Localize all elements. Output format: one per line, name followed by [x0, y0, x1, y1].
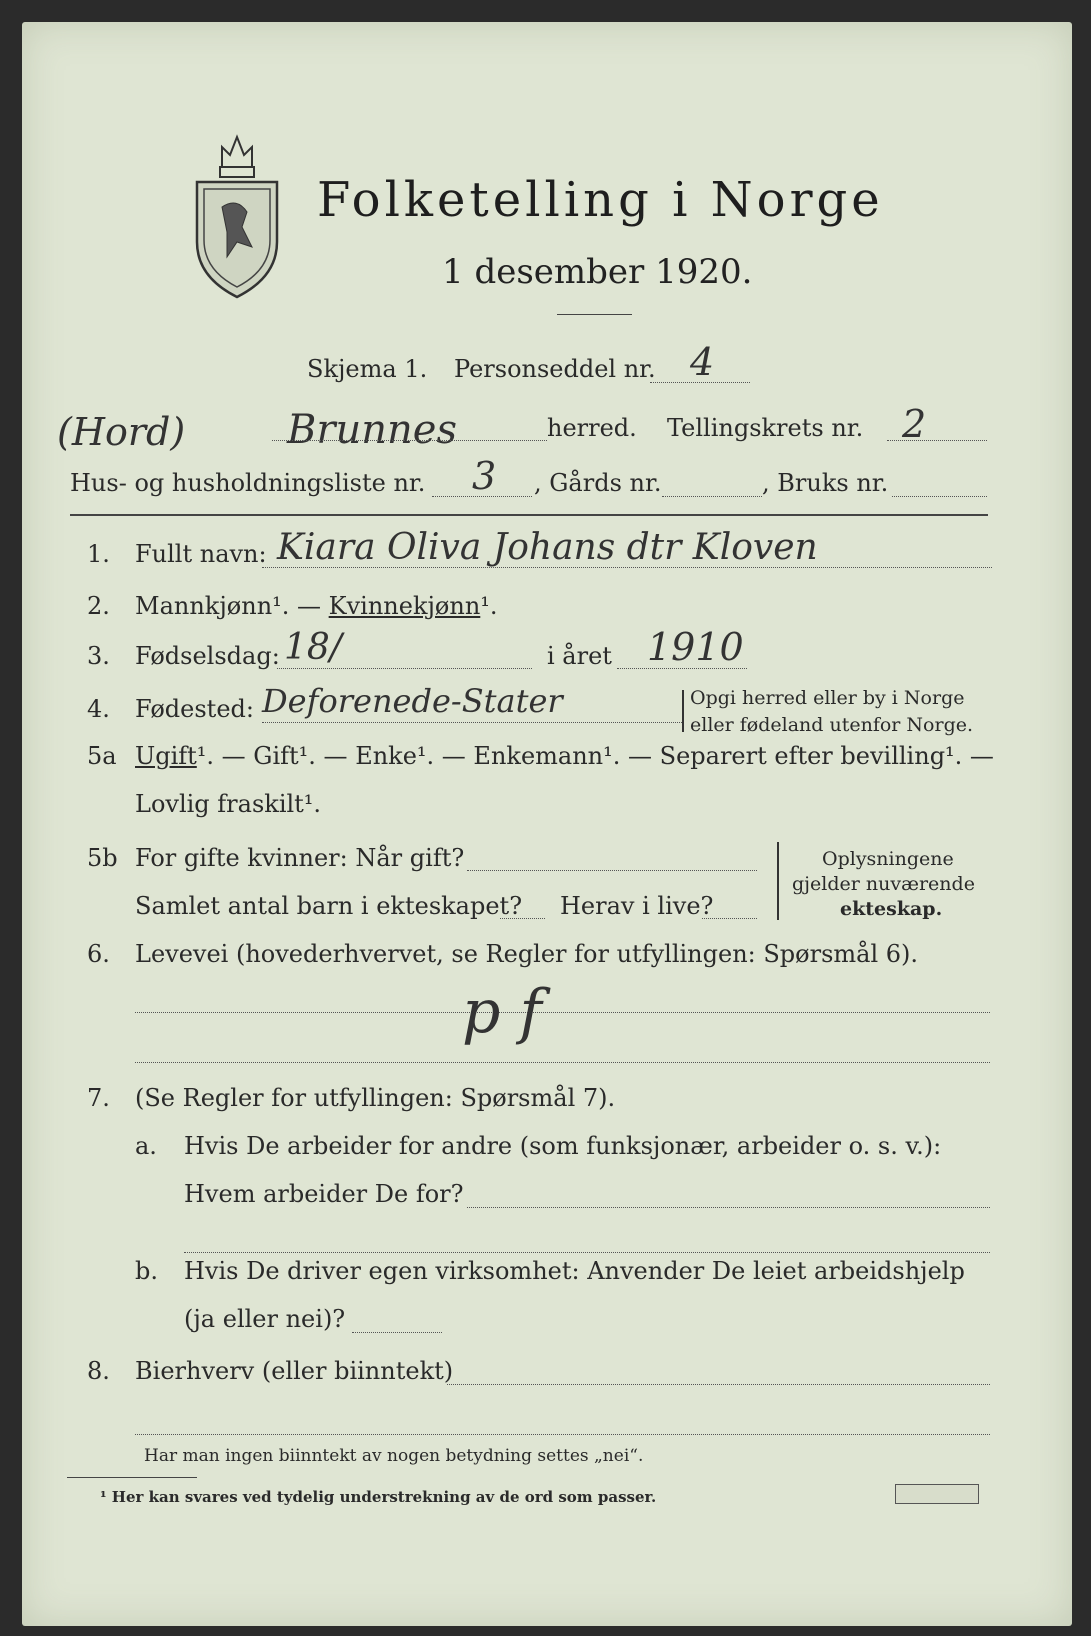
q5b-label-3: Herav i live?	[560, 892, 714, 920]
q5a-status: Ugift¹. — Gift¹. — Enke¹. — Enkemann¹. — Separert efter bevilling¹. —	[135, 742, 994, 770]
q5a-number: 5a	[87, 742, 117, 770]
full-name-value[interactable]: Kiara Oliva Johans dtr Kloven	[277, 527, 818, 568]
bruks-label: , Bruks nr.	[762, 469, 889, 497]
region-value[interactable]: (Hord)	[57, 410, 186, 454]
q7-number: 7.	[87, 1084, 110, 1112]
no-income-note: Har man ingen biinntekt av nogen betydning settes „nei“.	[144, 1446, 644, 1466]
birth-year-value[interactable]: 1910	[647, 625, 744, 669]
q6-label: Levevei (hovederhvervet, se Regler for utfyllingen: Spørsmål 6).	[135, 940, 919, 968]
q5b-note: Oplysningene	[822, 848, 954, 870]
q7b-label: Hvis De driver egen virksomhet: Anvender De leiet arbeidshjelp	[184, 1257, 965, 1285]
q6-number: 6.	[87, 940, 110, 968]
secondary-income-field[interactable]	[447, 1384, 990, 1385]
tellingskrets-label: Tellingskrets nr.	[667, 414, 864, 442]
q4-note-2: eller fødeland utenfor Norge.	[690, 714, 974, 736]
title-divider	[557, 314, 632, 315]
q3-label: Fødselsdag:	[135, 642, 280, 670]
q7a-number: a.	[135, 1132, 157, 1160]
q4-note: Opgi herred eller by i Norge	[690, 687, 965, 709]
q1-label: Fullt navn:	[135, 540, 267, 568]
hus-label: Hus- og husholdningsliste nr.	[70, 469, 426, 497]
q5b-label-2: Samlet antal barn i ekteskapet?	[135, 892, 523, 920]
q4-number: 4.	[87, 695, 110, 723]
q8-number: 8.	[87, 1357, 110, 1385]
q7b-label-2: (ja eller nei)?	[184, 1305, 346, 1333]
hus-value[interactable]: 3	[472, 454, 497, 498]
q8-label: Bierhverv (eller biinntekt)	[135, 1357, 454, 1385]
hired-help-field[interactable]	[352, 1332, 442, 1333]
q5b-number: 5b	[87, 844, 118, 872]
q2-sex: Mannkjønn¹. — Kvinnekjønn¹.	[135, 592, 498, 620]
q5b-note-3: ekteskap.	[840, 898, 943, 920]
skjema-label: Skjema 1.	[307, 355, 428, 383]
q5a-line2: Lovlig fraskilt¹.	[135, 790, 322, 818]
q7-label: (Se Regler for utfyllingen: Spørsmål 7).	[135, 1084, 616, 1112]
tellingskrets-value[interactable]: 2	[902, 402, 927, 446]
employer-field[interactable]	[467, 1207, 990, 1208]
footnote: ¹ Her kan svares ved tydelig understrekning av de ord som passer.	[100, 1488, 657, 1506]
printer-stamp	[895, 1484, 979, 1504]
ugift-selected[interactable]: Ugift	[135, 742, 197, 770]
kvinnekjonn-selected[interactable]: Kvinnekjønn	[328, 592, 481, 620]
coat-of-arms-icon	[192, 127, 282, 302]
q1-number: 1.	[87, 540, 110, 568]
q3-number: 3.	[87, 642, 110, 670]
q2-number: 2.	[87, 592, 110, 620]
form-date: 1 desember 1920.	[442, 252, 753, 292]
q7b-number: b.	[135, 1257, 158, 1285]
q5b-label: For gifte kvinner: Når gift?	[135, 844, 465, 872]
census-form	[22, 22, 1072, 1626]
birthplace-value[interactable]: Deforenede-Stater	[262, 682, 563, 720]
occupation-value[interactable]: p f	[462, 977, 542, 1047]
herred-label: herred.	[547, 414, 637, 442]
birthday-value[interactable]: 18/	[284, 627, 342, 668]
q7a-label: Hvis De arbeider for andre (som funksjonær, arbeider o. s. v.):	[184, 1132, 942, 1160]
gards-label: , Gårds nr.	[534, 469, 662, 497]
personseddel-label: Personseddel nr.	[454, 355, 656, 383]
form-title: Folketelling i Norge	[317, 172, 884, 228]
q3-year-label: i året	[547, 642, 612, 670]
q7a-label-2: Hvem arbeider De for?	[184, 1180, 464, 1208]
personseddel-value[interactable]: 4	[690, 340, 715, 384]
q4-label: Fødested:	[135, 695, 254, 723]
herred-value[interactable]: Brunnes	[287, 407, 457, 453]
header-divider	[70, 514, 988, 516]
q5b-note-2: gjelder nuværende	[792, 873, 975, 895]
